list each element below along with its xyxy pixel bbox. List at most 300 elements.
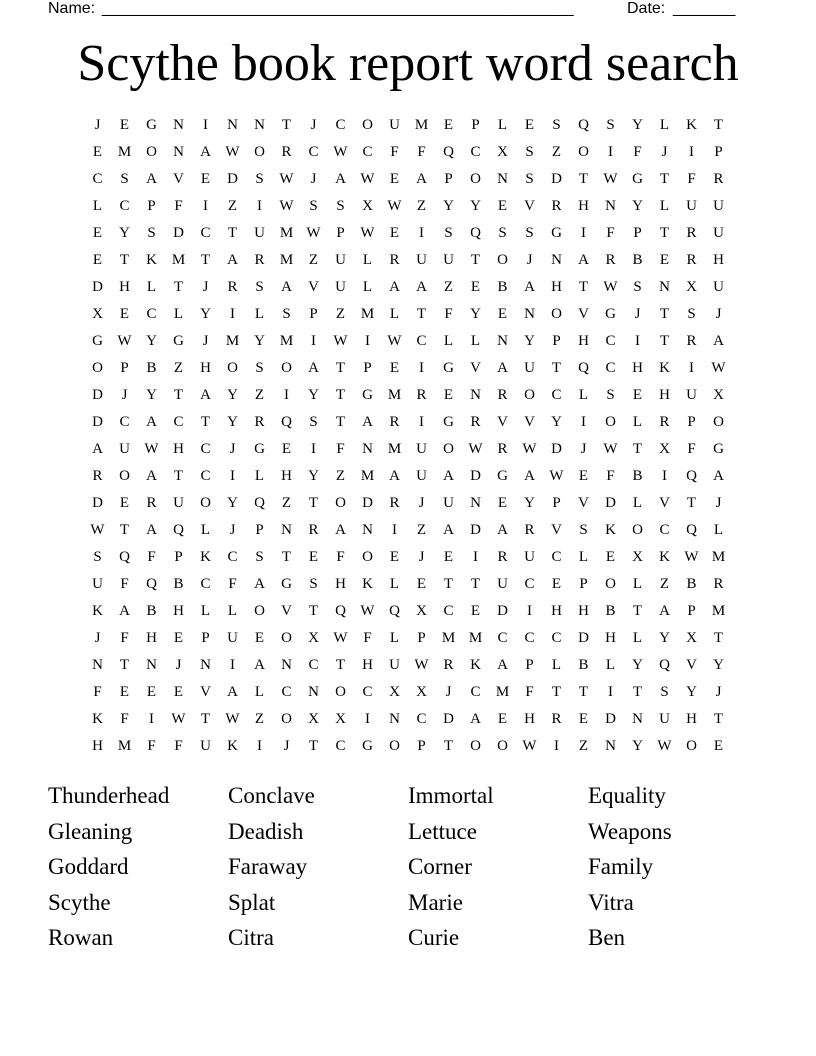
grid-letter[interactable]: L [389, 630, 400, 646]
grid-letter[interactable]: A [146, 414, 157, 430]
grid-letter[interactable]: V [524, 414, 535, 430]
grid-letter[interactable]: T [578, 279, 589, 295]
grid-letter[interactable]: E [146, 684, 157, 700]
grid-letter[interactable]: N [281, 522, 292, 538]
grid-letter[interactable]: J [283, 738, 290, 754]
grid-letter[interactable]: V [578, 495, 589, 511]
grid-letter[interactable]: E [92, 144, 103, 160]
grid-letter[interactable]: Q [146, 576, 157, 592]
grid-letter[interactable]: O [605, 414, 616, 430]
grid-letter[interactable]: U [443, 495, 454, 511]
grid-letter[interactable]: W [522, 441, 537, 457]
grid-letter[interactable]: K [227, 738, 238, 754]
grid-letter[interactable]: R [497, 441, 508, 457]
grid-letter[interactable]: H [146, 630, 157, 646]
grid-letter[interactable]: E [497, 306, 508, 322]
grid-letter[interactable]: S [444, 225, 453, 241]
grid-letter[interactable]: A [335, 522, 346, 538]
grid-letter[interactable]: A [659, 603, 670, 619]
grid-letter[interactable]: J [715, 306, 722, 322]
grid-letter[interactable]: T [281, 549, 292, 565]
grid-letter[interactable]: U [524, 360, 535, 376]
grid-letter[interactable]: R [497, 549, 508, 565]
grid-letter[interactable]: T [200, 711, 211, 727]
grid-letter[interactable]: U [335, 279, 346, 295]
grid-letter[interactable]: S [525, 171, 534, 187]
grid-letter[interactable]: Y [200, 306, 211, 322]
grid-letter[interactable]: V [470, 360, 481, 376]
grid-letter[interactable]: Z [416, 198, 427, 214]
grid-letter[interactable]: R [389, 495, 400, 511]
grid-letter[interactable]: Q [578, 117, 589, 133]
grid-letter[interactable]: J [229, 441, 236, 457]
grid-letter[interactable]: G [443, 360, 454, 376]
grid-letter[interactable]: S [660, 684, 669, 700]
grid-letter[interactable]: J [580, 441, 587, 457]
grid-letter[interactable]: T [281, 117, 292, 133]
grid-letter[interactable]: J [634, 306, 641, 322]
grid-letter[interactable]: N [173, 117, 184, 133]
grid-letter[interactable]: O [578, 144, 589, 160]
grid-letter[interactable]: L [92, 198, 103, 214]
grid-letter[interactable]: L [200, 603, 211, 619]
grid-letter[interactable]: E [443, 387, 454, 403]
grid-letter[interactable]: L [254, 468, 265, 484]
grid-letter[interactable]: Q [173, 522, 184, 538]
grid-letter[interactable]: G [173, 333, 184, 349]
grid-letter[interactable]: I [608, 144, 613, 160]
grid-letter[interactable]: H [173, 603, 184, 619]
grid-letter[interactable]: U [713, 198, 724, 214]
grid-letter[interactable]: H [686, 711, 697, 727]
grid-letter[interactable]: J [418, 549, 425, 565]
grid-letter[interactable]: D [578, 630, 589, 646]
grid-letter[interactable]: Y [632, 657, 643, 673]
grid-letter[interactable]: H [659, 387, 670, 403]
grid-letter[interactable]: X [659, 441, 670, 457]
grid-letter[interactable]: M [171, 252, 186, 268]
grid-letter[interactable]: R [497, 387, 508, 403]
grid-letter[interactable]: N [605, 198, 616, 214]
grid-letter[interactable]: M [225, 333, 240, 349]
grid-letter[interactable]: E [389, 171, 400, 187]
grid-letter[interactable]: S [255, 549, 264, 565]
grid-letter[interactable]: V [308, 279, 319, 295]
grid-letter[interactable]: L [389, 306, 400, 322]
grid-letter[interactable]: S [525, 225, 534, 241]
grid-letter[interactable]: Y [632, 198, 643, 214]
grid-letter[interactable]: F [174, 738, 183, 754]
grid-letter[interactable]: A [524, 279, 535, 295]
grid-letter[interactable]: T [443, 738, 454, 754]
grid-letter[interactable]: W [279, 198, 294, 214]
grid-letter[interactable]: Y [227, 495, 238, 511]
grid-letter[interactable]: E [470, 279, 481, 295]
grid-letter[interactable]: V [497, 414, 508, 430]
grid-letter[interactable]: N [281, 657, 292, 673]
grid-letter[interactable]: E [605, 549, 616, 565]
grid-letter[interactable]: O [92, 360, 103, 376]
grid-letter[interactable]: W [360, 225, 375, 241]
grid-letter[interactable]: F [120, 711, 129, 727]
grid-letter[interactable]: O [686, 738, 697, 754]
grid-letter[interactable]: R [605, 252, 616, 268]
grid-letter[interactable]: T [335, 387, 346, 403]
grid-letter[interactable]: T [470, 252, 481, 268]
grid-letter[interactable]: I [230, 468, 235, 484]
grid-letter[interactable]: G [281, 576, 292, 592]
grid-letter[interactable]: E [389, 225, 400, 241]
grid-letter[interactable]: R [389, 252, 400, 268]
grid-letter[interactable]: U [254, 225, 265, 241]
grid-letter[interactable]: M [360, 468, 375, 484]
grid-letter[interactable]: W [225, 144, 240, 160]
grid-letter[interactable]: S [147, 225, 156, 241]
grid-letter[interactable]: T [632, 684, 643, 700]
grid-letter[interactable]: C [200, 441, 211, 457]
grid-letter[interactable]: N [497, 171, 508, 187]
grid-letter[interactable]: M [387, 441, 402, 457]
grid-letter[interactable]: L [659, 198, 670, 214]
grid-letter[interactable]: V [578, 306, 589, 322]
grid-letter[interactable]: D [92, 279, 103, 295]
grid-letter[interactable]: F [228, 576, 237, 592]
grid-letter[interactable]: K [146, 252, 157, 268]
grid-letter[interactable]: T [713, 711, 724, 727]
grid-letter[interactable]: C [200, 576, 211, 592]
grid-letter[interactable]: W [657, 738, 672, 754]
grid-letter[interactable]: H [713, 252, 724, 268]
grid-letter[interactable]: S [282, 306, 291, 322]
grid-letter[interactable]: E [524, 117, 535, 133]
grid-letter[interactable]: F [390, 144, 399, 160]
grid-letter[interactable]: Y [146, 387, 157, 403]
grid-letter[interactable]: A [227, 684, 238, 700]
grid-letter[interactable]: A [416, 279, 427, 295]
date-field[interactable]: _______ [673, 0, 736, 17]
grid-letter[interactable]: Y [470, 306, 481, 322]
grid-letter[interactable]: A [416, 171, 427, 187]
grid-letter[interactable]: A [200, 387, 211, 403]
grid-letter[interactable]: P [687, 414, 696, 430]
grid-letter[interactable]: K [92, 603, 103, 619]
grid-letter[interactable]: Q [119, 549, 130, 565]
grid-letter[interactable]: O [254, 144, 265, 160]
grid-letter[interactable]: A [443, 522, 454, 538]
grid-letter[interactable]: T [659, 171, 670, 187]
grid-letter[interactable]: M [441, 630, 456, 646]
grid-letter[interactable]: A [254, 657, 265, 673]
grid-letter[interactable]: X [362, 198, 373, 214]
grid-letter[interactable]: Y [146, 333, 157, 349]
grid-letter[interactable]: M [279, 225, 294, 241]
grid-letter[interactable]: A [389, 468, 400, 484]
grid-letter[interactable]: U [713, 279, 724, 295]
grid-letter[interactable]: S [552, 117, 561, 133]
grid-letter[interactable]: P [633, 225, 642, 241]
grid-letter[interactable]: E [389, 549, 400, 565]
grid-letter[interactable]: C [551, 630, 562, 646]
grid-letter[interactable]: T [632, 603, 643, 619]
grid-letter[interactable]: L [713, 522, 724, 538]
grid-letter[interactable]: M [468, 630, 483, 646]
grid-letter[interactable]: H [281, 468, 292, 484]
grid-letter[interactable]: F [633, 144, 642, 160]
grid-letter[interactable]: R [227, 279, 238, 295]
grid-letter[interactable]: T [227, 225, 238, 241]
grid-letter[interactable]: Y [227, 414, 238, 430]
grid-letter[interactable]: O [254, 603, 265, 619]
grid-letter[interactable]: H [173, 441, 184, 457]
grid-letter[interactable]: Z [551, 144, 562, 160]
grid-letter[interactable]: Q [659, 657, 670, 673]
grid-letter[interactable]: I [419, 225, 424, 241]
grid-letter[interactable]: A [281, 279, 292, 295]
grid-letter[interactable]: L [146, 279, 157, 295]
grid-letter[interactable]: U [416, 468, 427, 484]
grid-letter[interactable]: T [335, 657, 346, 673]
grid-letter[interactable]: J [94, 117, 101, 133]
grid-letter[interactable]: M [117, 144, 132, 160]
grid-letter[interactable]: E [281, 441, 292, 457]
grid-letter[interactable]: S [255, 360, 264, 376]
grid-letter[interactable]: J [175, 657, 182, 673]
grid-letter[interactable]: Y [713, 657, 724, 673]
grid-letter[interactable]: L [578, 387, 589, 403]
grid-letter[interactable]: T [551, 360, 562, 376]
grid-letter[interactable]: N [200, 657, 211, 673]
grid-letter[interactable]: S [309, 198, 318, 214]
grid-letter[interactable]: Z [308, 252, 319, 268]
grid-letter[interactable]: U [119, 441, 130, 457]
grid-letter[interactable]: C [227, 549, 238, 565]
grid-letter[interactable]: H [524, 711, 535, 727]
grid-letter[interactable]: D [497, 603, 508, 619]
grid-letter[interactable]: B [686, 576, 697, 592]
grid-letter[interactable]: A [713, 333, 724, 349]
grid-letter[interactable]: N [92, 657, 103, 673]
grid-letter[interactable]: T [119, 657, 130, 673]
grid-letter[interactable]: U [524, 549, 535, 565]
grid-letter[interactable]: N [146, 657, 157, 673]
grid-letter[interactable]: N [254, 117, 265, 133]
grid-letter[interactable]: F [363, 630, 372, 646]
grid-letter[interactable]: W [360, 171, 375, 187]
grid-letter[interactable]: U [92, 576, 103, 592]
grid-letter[interactable]: M [279, 333, 294, 349]
grid-letter[interactable]: C [362, 684, 373, 700]
grid-letter[interactable]: P [174, 549, 183, 565]
grid-letter[interactable]: A [389, 279, 400, 295]
grid-letter[interactable]: A [200, 144, 211, 160]
grid-letter[interactable]: I [311, 441, 316, 457]
grid-letter[interactable]: A [254, 576, 265, 592]
grid-letter[interactable]: C [551, 387, 562, 403]
grid-letter[interactable]: H [335, 576, 346, 592]
grid-letter[interactable]: E [92, 252, 103, 268]
grid-letter[interactable]: I [392, 522, 397, 538]
grid-letter[interactable]: W [603, 279, 618, 295]
grid-letter[interactable]: T [713, 630, 724, 646]
grid-letter[interactable]: Z [227, 198, 238, 214]
grid-letter[interactable]: S [687, 306, 696, 322]
grid-letter[interactable]: N [308, 684, 319, 700]
grid-letter[interactable]: G [713, 441, 724, 457]
grid-letter[interactable]: C [470, 144, 481, 160]
grid-letter[interactable]: E [389, 360, 400, 376]
grid-letter[interactable]: R [146, 495, 157, 511]
grid-letter[interactable]: Z [254, 387, 265, 403]
grid-letter[interactable]: U [227, 630, 238, 646]
grid-letter[interactable]: H [200, 360, 211, 376]
grid-letter[interactable]: N [659, 279, 670, 295]
grid-letter[interactable]: B [632, 252, 643, 268]
grid-letter[interactable]: K [605, 522, 616, 538]
grid-letter[interactable]: J [310, 171, 317, 187]
grid-letter[interactable]: T [200, 414, 211, 430]
grid-letter[interactable]: P [714, 144, 723, 160]
grid-letter[interactable]: I [608, 684, 613, 700]
grid-letter[interactable]: H [578, 333, 589, 349]
grid-letter[interactable]: H [605, 630, 616, 646]
grid-letter[interactable]: C [335, 117, 346, 133]
grid-letter[interactable]: B [578, 657, 589, 673]
grid-letter[interactable]: A [362, 414, 373, 430]
grid-letter[interactable]: H [362, 657, 373, 673]
grid-letter[interactable]: J [445, 684, 452, 700]
grid-letter[interactable]: J [526, 252, 533, 268]
grid-letter[interactable]: J [121, 387, 128, 403]
grid-letter[interactable]: D [551, 171, 562, 187]
grid-letter[interactable]: S [336, 198, 345, 214]
grid-letter[interactable]: F [606, 468, 615, 484]
grid-letter[interactable]: E [632, 387, 643, 403]
grid-letter[interactable]: A [524, 468, 535, 484]
grid-letter[interactable]: L [551, 657, 562, 673]
grid-letter[interactable]: J [715, 684, 722, 700]
grid-letter[interactable]: N [389, 711, 400, 727]
grid-letter[interactable]: C [524, 576, 535, 592]
grid-letter[interactable]: C [659, 522, 670, 538]
grid-letter[interactable]: P [363, 360, 372, 376]
grid-letter[interactable]: C [416, 711, 427, 727]
grid-letter[interactable]: D [173, 225, 184, 241]
grid-letter[interactable]: A [578, 252, 589, 268]
grid-letter[interactable]: C [443, 603, 454, 619]
grid-letter[interactable]: U [200, 738, 211, 754]
grid-letter[interactable]: H [551, 603, 562, 619]
grid-letter[interactable]: N [470, 495, 481, 511]
grid-letter[interactable]: Q [578, 360, 589, 376]
grid-letter[interactable]: A [92, 441, 103, 457]
grid-letter[interactable]: A [443, 468, 454, 484]
grid-letter[interactable]: P [471, 117, 480, 133]
grid-letter[interactable]: W [414, 657, 429, 673]
grid-letter[interactable]: T [200, 252, 211, 268]
grid-letter[interactable]: K [200, 549, 211, 565]
grid-letter[interactable]: S [579, 522, 588, 538]
grid-letter[interactable]: I [311, 333, 316, 349]
grid-letter[interactable]: V [659, 495, 670, 511]
grid-letter[interactable]: T [659, 333, 670, 349]
grid-letter[interactable]: A [470, 711, 481, 727]
grid-letter[interactable]: X [308, 630, 319, 646]
grid-letter[interactable]: O [470, 171, 481, 187]
grid-letter[interactable]: T [119, 252, 130, 268]
grid-letter[interactable]: V [200, 684, 211, 700]
grid-letter[interactable]: F [336, 549, 345, 565]
grid-letter[interactable]: R [551, 711, 562, 727]
grid-letter[interactable]: W [306, 225, 321, 241]
grid-letter[interactable]: E [497, 495, 508, 511]
grid-letter[interactable]: J [94, 630, 101, 646]
grid-letter[interactable]: I [257, 738, 262, 754]
grid-letter[interactable]: C [497, 630, 508, 646]
grid-letter[interactable]: I [149, 711, 154, 727]
grid-letter[interactable]: W [279, 171, 294, 187]
grid-letter[interactable]: L [227, 603, 238, 619]
grid-letter[interactable]: H [119, 279, 130, 295]
grid-letter[interactable]: R [254, 252, 265, 268]
grid-letter[interactable]: M [495, 684, 510, 700]
grid-letter[interactable]: P [444, 171, 453, 187]
grid-letter[interactable]: P [309, 306, 318, 322]
grid-letter[interactable]: L [605, 657, 616, 673]
grid-letter[interactable]: L [632, 576, 643, 592]
grid-letter[interactable]: T [335, 360, 346, 376]
grid-letter[interactable]: N [632, 711, 643, 727]
grid-letter[interactable]: T [713, 117, 724, 133]
grid-letter[interactable]: H [578, 198, 589, 214]
grid-letter[interactable]: G [254, 441, 265, 457]
grid-letter[interactable]: F [174, 198, 183, 214]
grid-letter[interactable]: G [362, 738, 373, 754]
grid-letter[interactable]: Q [686, 522, 697, 538]
grid-letter[interactable]: O [632, 522, 643, 538]
grid-letter[interactable]: D [92, 414, 103, 430]
name-field[interactable]: _____________________________________________________ [102, 0, 574, 17]
grid-letter[interactable]: C [605, 333, 616, 349]
grid-letter[interactable]: W [684, 549, 699, 565]
grid-letter[interactable]: N [227, 117, 238, 133]
grid-letter[interactable]: U [497, 576, 508, 592]
grid-letter[interactable]: I [284, 387, 289, 403]
grid-letter[interactable]: I [230, 306, 235, 322]
grid-letter[interactable]: R [470, 414, 481, 430]
grid-letter[interactable]: J [229, 522, 236, 538]
grid-letter[interactable]: M [414, 117, 429, 133]
grid-letter[interactable]: R [281, 144, 292, 160]
grid-letter[interactable]: N [362, 522, 373, 538]
grid-letter[interactable]: G [146, 117, 157, 133]
grid-letter[interactable]: U [713, 225, 724, 241]
grid-letter[interactable]: F [417, 144, 426, 160]
grid-letter[interactable]: T [173, 279, 184, 295]
grid-letter[interactable]: G [551, 225, 562, 241]
grid-letter[interactable]: Z [335, 306, 346, 322]
grid-letter[interactable]: N [605, 738, 616, 754]
grid-letter[interactable]: O [443, 441, 454, 457]
grid-letter[interactable]: Y [443, 198, 454, 214]
grid-letter[interactable]: J [715, 495, 722, 511]
grid-letter[interactable]: I [689, 360, 694, 376]
grid-letter[interactable]: C [335, 738, 346, 754]
grid-letter[interactable]: W [603, 441, 618, 457]
grid-letter[interactable]: P [417, 630, 426, 646]
grid-letter[interactable]: I [554, 738, 559, 754]
grid-letter[interactable]: U [659, 711, 670, 727]
grid-letter[interactable]: U [335, 252, 346, 268]
